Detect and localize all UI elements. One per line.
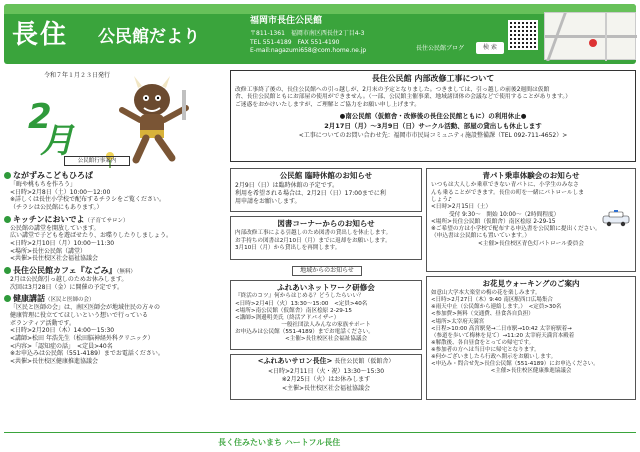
footer-rule xyxy=(4,432,636,433)
patrol-car-icon xyxy=(601,209,631,227)
text-line: 3月10日（月）から貸出しを再開します。 xyxy=(235,244,341,251)
network-body xyxy=(235,293,417,343)
text-line: 一般社団法人みんなの家族サポート xyxy=(281,322,371,328)
text-line: 利用を希望される場合は、2月2日（日）17:00までに利 xyxy=(235,190,386,198)
text-line: ※解散後、各自昼食をとっての帰宅です。 xyxy=(431,339,535,346)
closure-period: 2月17日（月）～3月9日（日）サークル活動、部屋の貸出しも休止します xyxy=(324,122,542,131)
hall-email: E-mail:nagazumi658@com.home.ne.jp xyxy=(250,47,367,55)
blog-label: 長住公民館ブログ xyxy=(416,45,465,52)
map-pin-icon xyxy=(589,39,597,47)
blog-search-box: 検 索 xyxy=(476,42,504,54)
left-column xyxy=(4,168,226,366)
salon-heading xyxy=(231,357,421,366)
text-line: <日時>2月20日（木）14:00～15:30 xyxy=(10,327,115,335)
bullet-icon xyxy=(4,216,11,223)
health-talk-body xyxy=(10,304,226,365)
community-news-label: 地域からのお知らせ xyxy=(292,266,362,276)
text-line: ※詳しくは長住小学校で配布するチラシをご覧ください。 xyxy=(10,196,166,204)
masthead xyxy=(4,4,636,64)
text-line: <申込み・問合せ先>長住公民館（551-4189）にお申込ください。 xyxy=(431,360,599,367)
kitchen-heading xyxy=(4,215,226,225)
text-line: んも乗ることができます。長住の町を一緒にパトロールしま xyxy=(431,189,584,196)
text-line: <場所>長住公民館（講堂） xyxy=(10,247,87,255)
newsletter-title: 長住 xyxy=(12,20,69,50)
closure-title: 公民館 臨時休館のお知らせ xyxy=(279,171,373,180)
kids-plaza-title: ながずみこどもひろば xyxy=(13,171,93,180)
text-line: <講師>渕邊明美氏（終活アドバイザー） xyxy=(235,314,340,321)
salon-off-day: ※2月25日（火）はお休みします xyxy=(281,376,371,384)
library-notice-box xyxy=(230,216,422,260)
temporary-closure-box xyxy=(230,168,422,212)
hall-postal: 〒811-1361 福岡市南区西長住2丁目4-3 xyxy=(250,30,365,37)
closure-period-heading: ●南公民館（仮館舎・改修後の長住公民館ともに）の利用休止● xyxy=(339,112,527,121)
walking-title: お花見ウォーキングのご案内 xyxy=(482,279,580,288)
blue-patrol-box xyxy=(426,168,636,272)
network-host: <主催>長住校区社会福祉協議会 xyxy=(284,336,368,343)
bullet-icon xyxy=(4,295,11,302)
text-line: <日程>10:00 高宮駅発→二日市駅→10:42 太宰府駅着→ xyxy=(431,325,572,332)
text-line: <場所>太宰府天満宮 xyxy=(431,318,485,325)
text-line: <日時>2月15日（土） xyxy=(431,204,492,211)
kitchen-subtitle: （子育てサロン） xyxy=(84,217,129,224)
hall-name: 福岡市長住公民館 xyxy=(250,16,323,26)
text-line: <共催>長住校区健康推進協議会 xyxy=(10,358,99,366)
coffee-cup-icon xyxy=(4,267,11,274)
text-line: <講師>松田 年浩先生（松田脳神経外科クリニック） xyxy=(10,335,154,343)
cafe-subtitle: （無料） xyxy=(116,269,136,276)
text-line: <場所>長住公民館（仮館舎）南区桧原 2-29-15 xyxy=(431,218,556,225)
masthead-stripe xyxy=(4,4,636,14)
text-line: しょう♪ xyxy=(431,196,452,203)
hall-events-tag: 公民館行事案内 xyxy=(64,156,130,166)
text-line: 広い講堂で子どもを遊ばせたり、お喋りしたりしましょう。 xyxy=(10,232,173,240)
kids-plaza-body xyxy=(10,181,226,212)
map-road xyxy=(605,13,607,61)
text-line: <日時>2月10日（月）10:00～11:30 xyxy=(10,240,115,248)
text-line: 舎、長住公民館ともにお部屋の使用ができません。（一部、公民館主催事業、地域諸団体の会議などで使用することがあります。） xyxy=(235,94,572,101)
text-line: 「区民と医師の会」は、南区医師会が地域住民の方々の xyxy=(10,304,161,312)
text-line: 用申請をお願いします。 xyxy=(235,197,301,205)
month-number: 2 xyxy=(28,97,52,137)
hall-tel-fax: TEL 551-4189 FAX 551-4190 xyxy=(250,38,340,46)
text-line: <内容>「認知症の話」 <定員>40名 xyxy=(10,342,113,350)
text-line: <共催>長住校区社会福祉協議会 xyxy=(10,255,99,263)
text-line: <主催>長住校区青色灯パトロール委員会 xyxy=(478,240,584,247)
oni-demon-illustration xyxy=(96,70,206,168)
text-line: 改修工事終了後の、長住公民館への引っ越しが、2月末の予定となりました。つきましては、引っ越しの前後2週間は仮館 xyxy=(235,87,550,93)
network-apply: お申込みは公民館（551-4189）までお電話ください。 xyxy=(235,329,374,336)
qr-code-icon xyxy=(508,20,538,50)
text-line: ※参加者の方へは当日中に帰宅となります。 xyxy=(431,346,540,353)
text-line: （申込書は公民館にも置いています。） xyxy=(431,233,531,240)
health-talk-subtitle: （区民と医師の会） xyxy=(45,297,95,304)
health-talk-title: 健康講話 xyxy=(13,294,45,304)
text-line: <場所>南公民館（仮館舎）南区桧原 2-29-15 xyxy=(235,307,352,314)
bullet-icon xyxy=(4,172,11,179)
walking-host: <主催>長住校区健康推進協議会 xyxy=(490,367,572,374)
text-line: 2月は公民館引っ越しのためお休みします。 xyxy=(10,276,128,284)
library-title: 図書コーナーからのお知らせ xyxy=(277,219,375,228)
cafe-heading xyxy=(4,266,226,276)
salon-location: 長住公民館（仮館舎） xyxy=(334,358,395,365)
network-seminar-box xyxy=(230,280,422,350)
text-line: 受付 9:30～ 開始 10:00～（2時間程度） xyxy=(449,211,560,218)
text-line: （チラシは公民館にもあります。） xyxy=(10,204,103,212)
location-map xyxy=(544,12,636,60)
text-line: 健康管理に役立ててほしいという想いで行っている xyxy=(10,312,149,320)
map-road xyxy=(545,35,637,38)
walking-body xyxy=(431,290,631,374)
text-line: 如意山大学本大楽堂の梅の花を楽しみます。 xyxy=(431,290,541,297)
issue-date: 令和７年１月２３日発行 xyxy=(44,72,111,79)
text-line: ※雨天中止（公民館から連絡します。） <定員>30名 xyxy=(431,304,562,311)
blue-patrol-title: 青パト乗車体験会のお知らせ xyxy=(482,171,580,180)
cafe-title: 長住公民館カフェ『なごみ』 xyxy=(13,266,117,276)
library-body xyxy=(235,230,417,251)
text-line: （参道を歩いて梅林を見て）→11:20 太宰府天満宮本殿着 xyxy=(431,332,575,339)
text-line: 次回は3月28日（金）に開催の予定です。 xyxy=(10,283,123,291)
month-character: 月 xyxy=(40,121,74,161)
closure-body xyxy=(235,182,417,205)
network-title: ふれあいネットワーク研修会 xyxy=(277,283,375,292)
text-line: ※何かございましたら行政へ開示をお願いします。 xyxy=(431,353,557,360)
salon-title: <ふれあいサロン長住> xyxy=(257,357,333,365)
renovation-contact: <工事についてのお問い合わせ先：福岡市市民局コミュニティ施設整備課（TEL 092-711-4652）> xyxy=(298,132,568,140)
text-line: ※ご希望の方は小学校で配布する申込書を公民館に提出ください。 xyxy=(431,226,601,233)
text-line: <日時>2月27日（木）9:40 南区駅西口広場集合 xyxy=(431,297,553,304)
text-line: 公民館の講堂を開放しています。 xyxy=(10,224,100,232)
text-line: 内部改修工事による引越しのため図書の貸出しを休止します。 xyxy=(235,230,392,237)
text-line: 「晦や桃もちを作ろう」 xyxy=(10,181,77,188)
renovation-body xyxy=(235,87,631,109)
salon-box xyxy=(230,354,422,400)
health-talk-heading xyxy=(4,294,226,304)
hall-contact-info xyxy=(250,30,366,56)
text-line: <日時>2月8日（土）10:00～12:00 xyxy=(10,188,111,196)
walking-box xyxy=(426,276,636,400)
text-line: お手持ちの図書は2月10日（月）までに返却をお願いします。 xyxy=(235,237,391,244)
newsletter-subtitle: 公民館だより xyxy=(98,27,200,47)
text-line: 『終活のコツ』何からはじめる？どうしたらいい？ xyxy=(235,293,364,300)
renovation-notice xyxy=(230,70,636,162)
salon-host: <主催>長住校区社会福祉協議会 xyxy=(281,384,371,392)
kitchen-title: キッチンにおいでよ xyxy=(13,214,85,224)
kitchen-body xyxy=(10,225,226,263)
renovation-title: 長住公民館 内部改修工事について xyxy=(371,74,495,83)
cafe-body xyxy=(10,276,226,291)
text-line: <参加費>無料（交通費、昼食各自負担） xyxy=(431,311,534,318)
text-line: ※お申込みは公民館（551-4189）までお電話ください。 xyxy=(10,350,164,358)
kids-plaza-heading xyxy=(4,171,226,181)
footer xyxy=(0,436,640,452)
salon-date: <日時>2月11日（火・祝）13:30～15:30 xyxy=(267,367,385,375)
text-line: 2月9日（日）は臨時休館の予定です。 xyxy=(235,182,339,190)
text-line: <日時>2月4日（火）13:30～15:00 <定員>40名 xyxy=(235,300,368,307)
text-line: いつもは大人しか乗車できない青パトに、小学生のみなさ xyxy=(431,182,579,189)
text-line: ご迷惑をおかけいたしますが、ご理解とご協力をお願い申し上げます。 xyxy=(235,101,421,108)
footer-slogan: 長く住みたいまち ハートフル長住 xyxy=(218,438,341,447)
text-line: ボランティア活動です。 xyxy=(10,319,76,327)
